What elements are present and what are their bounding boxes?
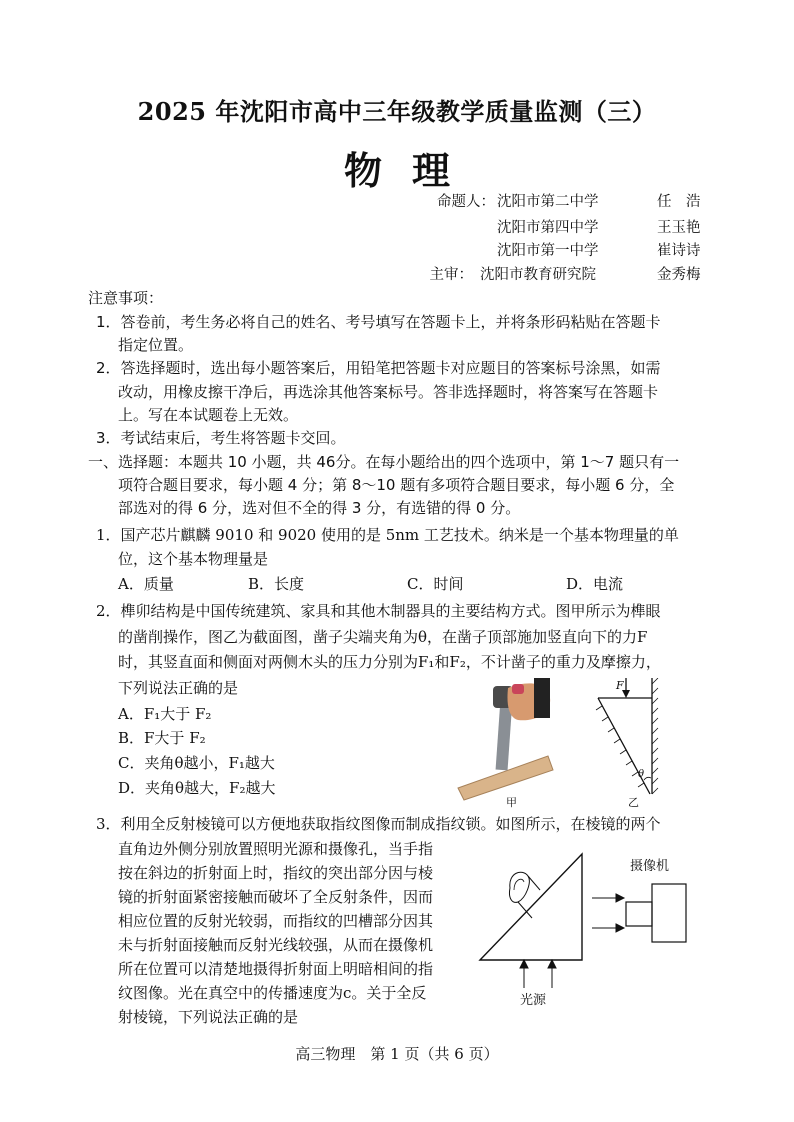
- author-org: 沈阳市第四中学: [497, 220, 599, 236]
- author-name: 任 浩: [657, 194, 701, 210]
- q3-line: 纹图像。光在真空中的传播速度为c。关于全反: [118, 984, 427, 1002]
- q2-line: 下列说法正确的是: [118, 679, 239, 697]
- q1-option-a: A．质量: [118, 575, 174, 593]
- q2-line: 时，其竖直面和侧面对两侧木头的压力分别为F₁和F₂，不计凿子的重力及摩擦力，: [118, 653, 661, 671]
- author-name: 崔诗诗: [657, 243, 701, 259]
- q3-line: 镜的折射面紧密接触而破坏了全反射条件，因而: [118, 888, 434, 906]
- author-name: 王玉艳: [657, 220, 701, 236]
- q2-line: 的凿削操作，图乙为截面图，凿子尖端夹角为θ，在凿子顶部施加竖直向下的力F: [118, 628, 648, 646]
- q3-line: 3．利用全反射棱镜可以方便地获取指纹图像而制成指纹锁。如图所示，在棱镜的两个: [96, 815, 661, 833]
- q3-line: 相应位置的反射光较弱，而指纹的凹槽部分因其: [118, 912, 434, 930]
- q2-option-c: C．夹角θ越小，F₁越大: [118, 754, 275, 772]
- camera-body: [652, 884, 686, 942]
- q2-option-a: A．F₁大于 F₂: [118, 705, 212, 723]
- cross-section-figure: [596, 678, 658, 794]
- q1-option-d: D．电流: [566, 575, 624, 593]
- notice-line: 改动，用橡皮擦干净后，再选涂其他答案标号。答非选择题时，将答案写在答题卡: [118, 383, 659, 401]
- figure-label-jia: 甲: [506, 796, 517, 808]
- q2-option-d: D．夹角θ越大，F₂越大: [118, 779, 276, 797]
- reviewer-role: 主审：: [429, 267, 473, 283]
- force-label: F: [616, 679, 624, 692]
- exam-title: 2025 年沈阳市高中三年级教学质量监测（三）: [137, 97, 657, 126]
- reflected-rays: [592, 894, 624, 932]
- angle-label: θ: [638, 769, 645, 780]
- q1-line: 位，这个基本物理量是: [118, 550, 269, 568]
- q3-line: 按在斜边的折射面上时，指纹的突出部分因与棱: [118, 864, 434, 882]
- q3-line: 未与折射面接触而反射光线较强，从而在摄像机: [118, 936, 434, 954]
- q2-line: 2．榫卯结构是中国传统建筑、家具和其他木制器具的主要结构方式。图甲所示为榫眼: [96, 602, 661, 620]
- author-org: 沈阳市第一中学: [497, 243, 599, 259]
- q1-option-b: B．长度: [248, 575, 305, 593]
- subject-title: 物理: [343, 148, 480, 193]
- notice-heading: 注意事项：: [88, 289, 164, 307]
- chisel-photo-figure: [458, 678, 553, 800]
- notice-line: 1．答卷前，考生务必将自己的姓名、考号填写在答题卡上，并将条形码粘贴在答题卡: [96, 313, 661, 331]
- notice-line: 指定位置。: [118, 336, 194, 354]
- q3-line: 所在位置可以清楚地摄得折射面上明暗相间的指: [118, 960, 434, 978]
- section-line: 项符合题目要求，每小题 4 分；第 8～10 题有多项符合题目要求，每小题 6 分，全: [118, 476, 675, 494]
- section-line: 部选对的得 6 分，选对但不全的得 3 分，有选错的得 0 分。: [118, 499, 521, 517]
- light-source-label: 光源: [520, 993, 547, 1008]
- q3-line: 射棱镜，下列说法正确的是: [118, 1008, 299, 1026]
- q2-option-b: B．F大于 F₂: [118, 729, 206, 747]
- prism-triangle: [480, 854, 582, 960]
- camera-label: 摄像机: [630, 859, 670, 874]
- notice-line: 上。写在本试题卷上无效。: [118, 406, 299, 424]
- author-name: 金秀梅: [657, 267, 701, 283]
- author-org: 沈阳市教育研究院: [480, 267, 596, 283]
- light-source-rays: [520, 960, 556, 988]
- q1-option-c: C．时间: [407, 575, 464, 593]
- notice-line: 3．考试结束后，考生将答题卡交回。: [96, 429, 346, 447]
- notice-line: 2．答选择题时，选出每小题答案后，用铅笔把答题卡对应题目的答案标号涂黑，如需: [96, 359, 661, 377]
- camera-lens: [626, 902, 652, 926]
- page-footer: 高三物理 第 1 页（共 6 页）: [295, 1045, 499, 1063]
- author-role: 命题人：: [437, 194, 495, 210]
- section-heading: 一、选择题：本题共 10 小题，共 46分。在每小题给出的四个选项中，第 1～7 题只有一: [88, 453, 680, 471]
- author-org: 沈阳市第二中学: [497, 194, 599, 210]
- prism-figure: [470, 848, 700, 1008]
- q2-figure: [438, 678, 678, 808]
- q1-line: 1．国产芯片麒麟 9010 和 9020 使用的是 5nm 工艺技术。纳米是一个基本物理量的单: [96, 526, 679, 544]
- q3-line: 直角边外侧分别放置照明光源和摄像孔，当手指: [118, 840, 434, 858]
- figure-label-yi: 乙: [628, 796, 639, 808]
